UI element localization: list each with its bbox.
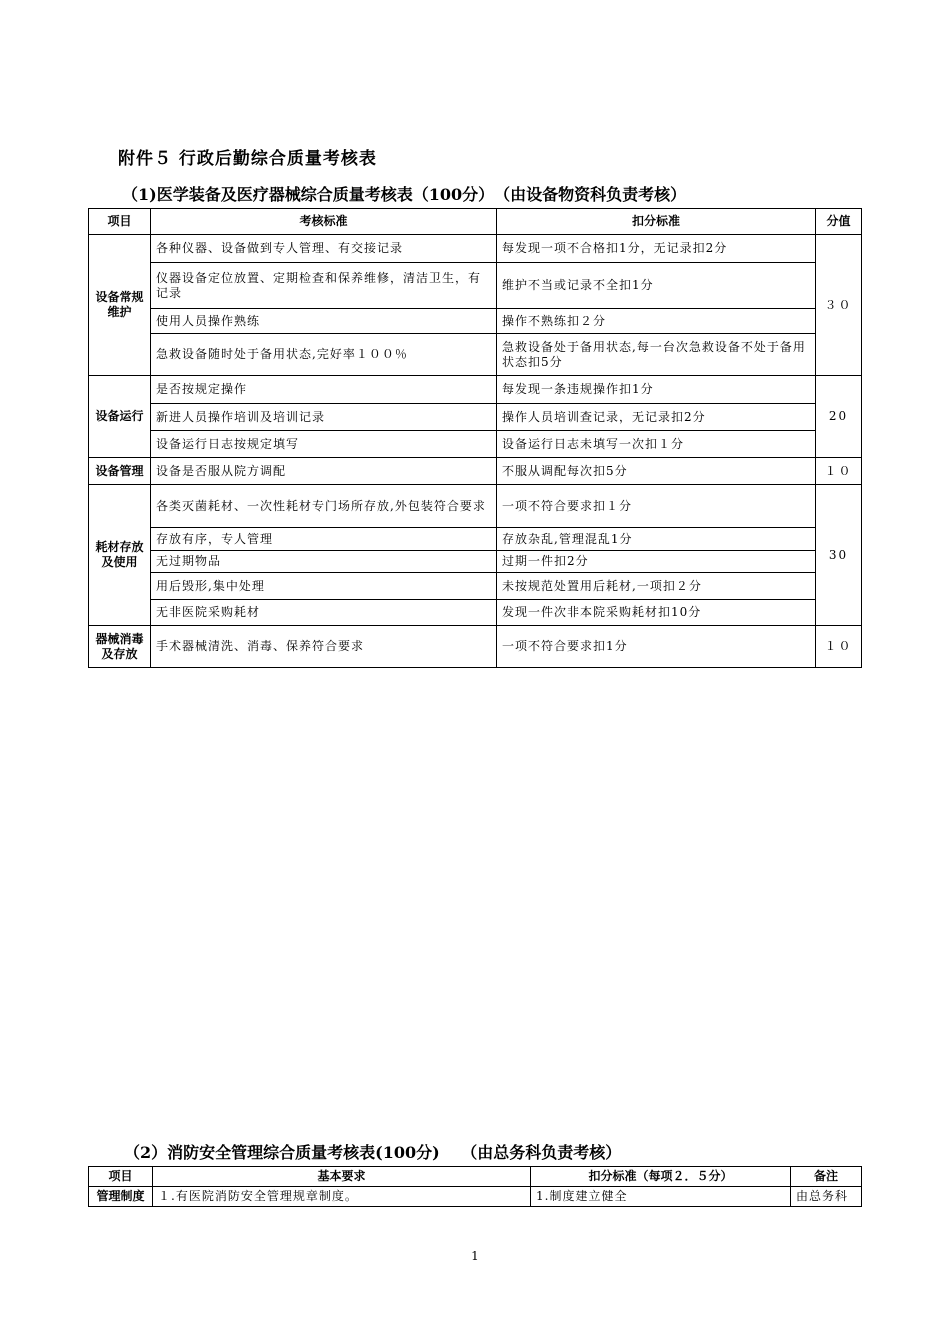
deduction-cell: 一项不符合要求扣1分 — [497, 626, 816, 668]
table-row — [89, 1187, 862, 1207]
standard-cell: 用后毁形,集中处理 — [151, 573, 497, 600]
category-cell: 设备常规维护 — [89, 235, 151, 376]
table-row — [89, 626, 862, 668]
table-row — [89, 551, 862, 573]
table-row — [89, 235, 862, 263]
table-row — [89, 376, 862, 404]
deduction-cell: 未按规范处置用后耗材,一项扣２分 — [497, 573, 816, 600]
table-row — [89, 431, 862, 458]
table1-title: （1)医学装备及医疗器械综合质量考核表（100分） （由设备物资科负责考核） — [122, 185, 687, 204]
standard-cell: 手术器械清洗、消毒、保养符合要求 — [151, 626, 497, 668]
header-project: 项目 — [89, 209, 151, 235]
page-number: 1 — [471, 1249, 479, 1263]
score-cell: 20 — [816, 376, 862, 458]
standard-cell: 仪器设备定位放置、定期检查和保养维修，清洁卫生，有记录 — [151, 263, 497, 309]
header-deduction: 扣分标准 — [497, 209, 816, 235]
standard-cell: 新进人员操作培训及培训记录 — [151, 404, 497, 431]
standard-cell: 急救设备随时处于备用状态,完好率１００％ — [151, 334, 497, 376]
deduction-cell: 设备运行日志未填写一次扣１分 — [497, 431, 816, 458]
table-row — [89, 309, 862, 334]
standard-cell: 各类灭菌耗材、一次性耗材专门场所存放,外包装符合要求 — [151, 485, 497, 528]
header-project: 项目 — [89, 1167, 153, 1187]
standard-cell: 各种仪器、设备做到专人管理、有交接记录 — [151, 235, 497, 263]
deduction-cell: 一项不符合要求扣１分 — [497, 485, 816, 528]
score-cell: １０ — [816, 626, 862, 668]
fire-safety-assessment-table — [88, 1166, 862, 1207]
table-header-row — [89, 1167, 862, 1187]
deduction-cell: 不服从调配每次扣5分 — [497, 458, 816, 485]
header-score: 分值 — [816, 209, 862, 235]
standard-cell: 存放有序，专人管理 — [151, 528, 497, 551]
standard-cell: 设备运行日志按规定填写 — [151, 431, 497, 458]
header-deduction: 扣分标准（每项２．５分） — [531, 1167, 791, 1187]
deduction-cell: 操作人员培训查记录，无记录扣2分 — [497, 404, 816, 431]
standard-cell: 设备是否服从院方调配 — [151, 458, 497, 485]
standard-cell: 无非医院采购耗材 — [151, 600, 497, 626]
equipment-assessment-table — [88, 208, 862, 668]
standard-cell: 使用人员操作熟练 — [151, 309, 497, 334]
deduction-cell: 过期一件扣2分 — [497, 551, 816, 573]
table-row — [89, 600, 862, 626]
standard-cell: 是否按规定操作 — [151, 376, 497, 404]
deduction-cell: 发现一件次非本院采购耗材扣10分 — [497, 600, 816, 626]
deduction-cell: 急救设备处于备用状态,每一台次急救设备不处于备用状态扣5分 — [497, 334, 816, 376]
table-row — [89, 263, 862, 309]
table-row — [89, 573, 862, 600]
deduction-cell: 操作不熟练扣２分 — [497, 309, 816, 334]
table-header-row — [89, 209, 862, 235]
table-row — [89, 485, 862, 528]
score-cell: 30 — [816, 485, 862, 626]
deduction-cell: 存放杂乱,管理混乱1分 — [497, 528, 816, 551]
table-row — [89, 334, 862, 376]
note-cell: 由总务科 — [791, 1187, 862, 1207]
score-cell: ３０ — [816, 235, 862, 376]
deduction-cell: 1.制度建立健全 — [531, 1187, 791, 1207]
category-cell: 设备运行 — [89, 376, 151, 458]
page-heading: 附件５ 行政后勤综合质量考核表 — [118, 149, 377, 169]
requirement-cell: １.有医院消防安全管理规章制度。 — [153, 1187, 531, 1207]
deduction-cell: 维护不当或记录不全扣1分 — [497, 263, 816, 309]
header-note: 备注 — [791, 1167, 862, 1187]
table2-title: （2）消防安全管理综合质量考核表(100分) （由总务科负责考核） — [124, 1143, 622, 1162]
score-cell: １０ — [816, 458, 862, 485]
standard-cell: 无过期物品 — [151, 551, 497, 573]
header-requirement: 基本要求 — [153, 1167, 531, 1187]
category-cell: 设备管理 — [89, 458, 151, 485]
category-cell: 耗材存放及使用 — [89, 485, 151, 626]
table-row — [89, 528, 862, 551]
header-standard: 考核标准 — [151, 209, 497, 235]
category-cell: 器械消毒及存放 — [89, 626, 151, 668]
table-row — [89, 404, 862, 431]
category-cell: 管理制度 — [89, 1187, 153, 1207]
deduction-cell: 每发现一项不合格扣1分，无记录扣2分 — [497, 235, 816, 263]
table-row — [89, 458, 862, 485]
deduction-cell: 每发现一条违规操作扣1分 — [497, 376, 816, 404]
